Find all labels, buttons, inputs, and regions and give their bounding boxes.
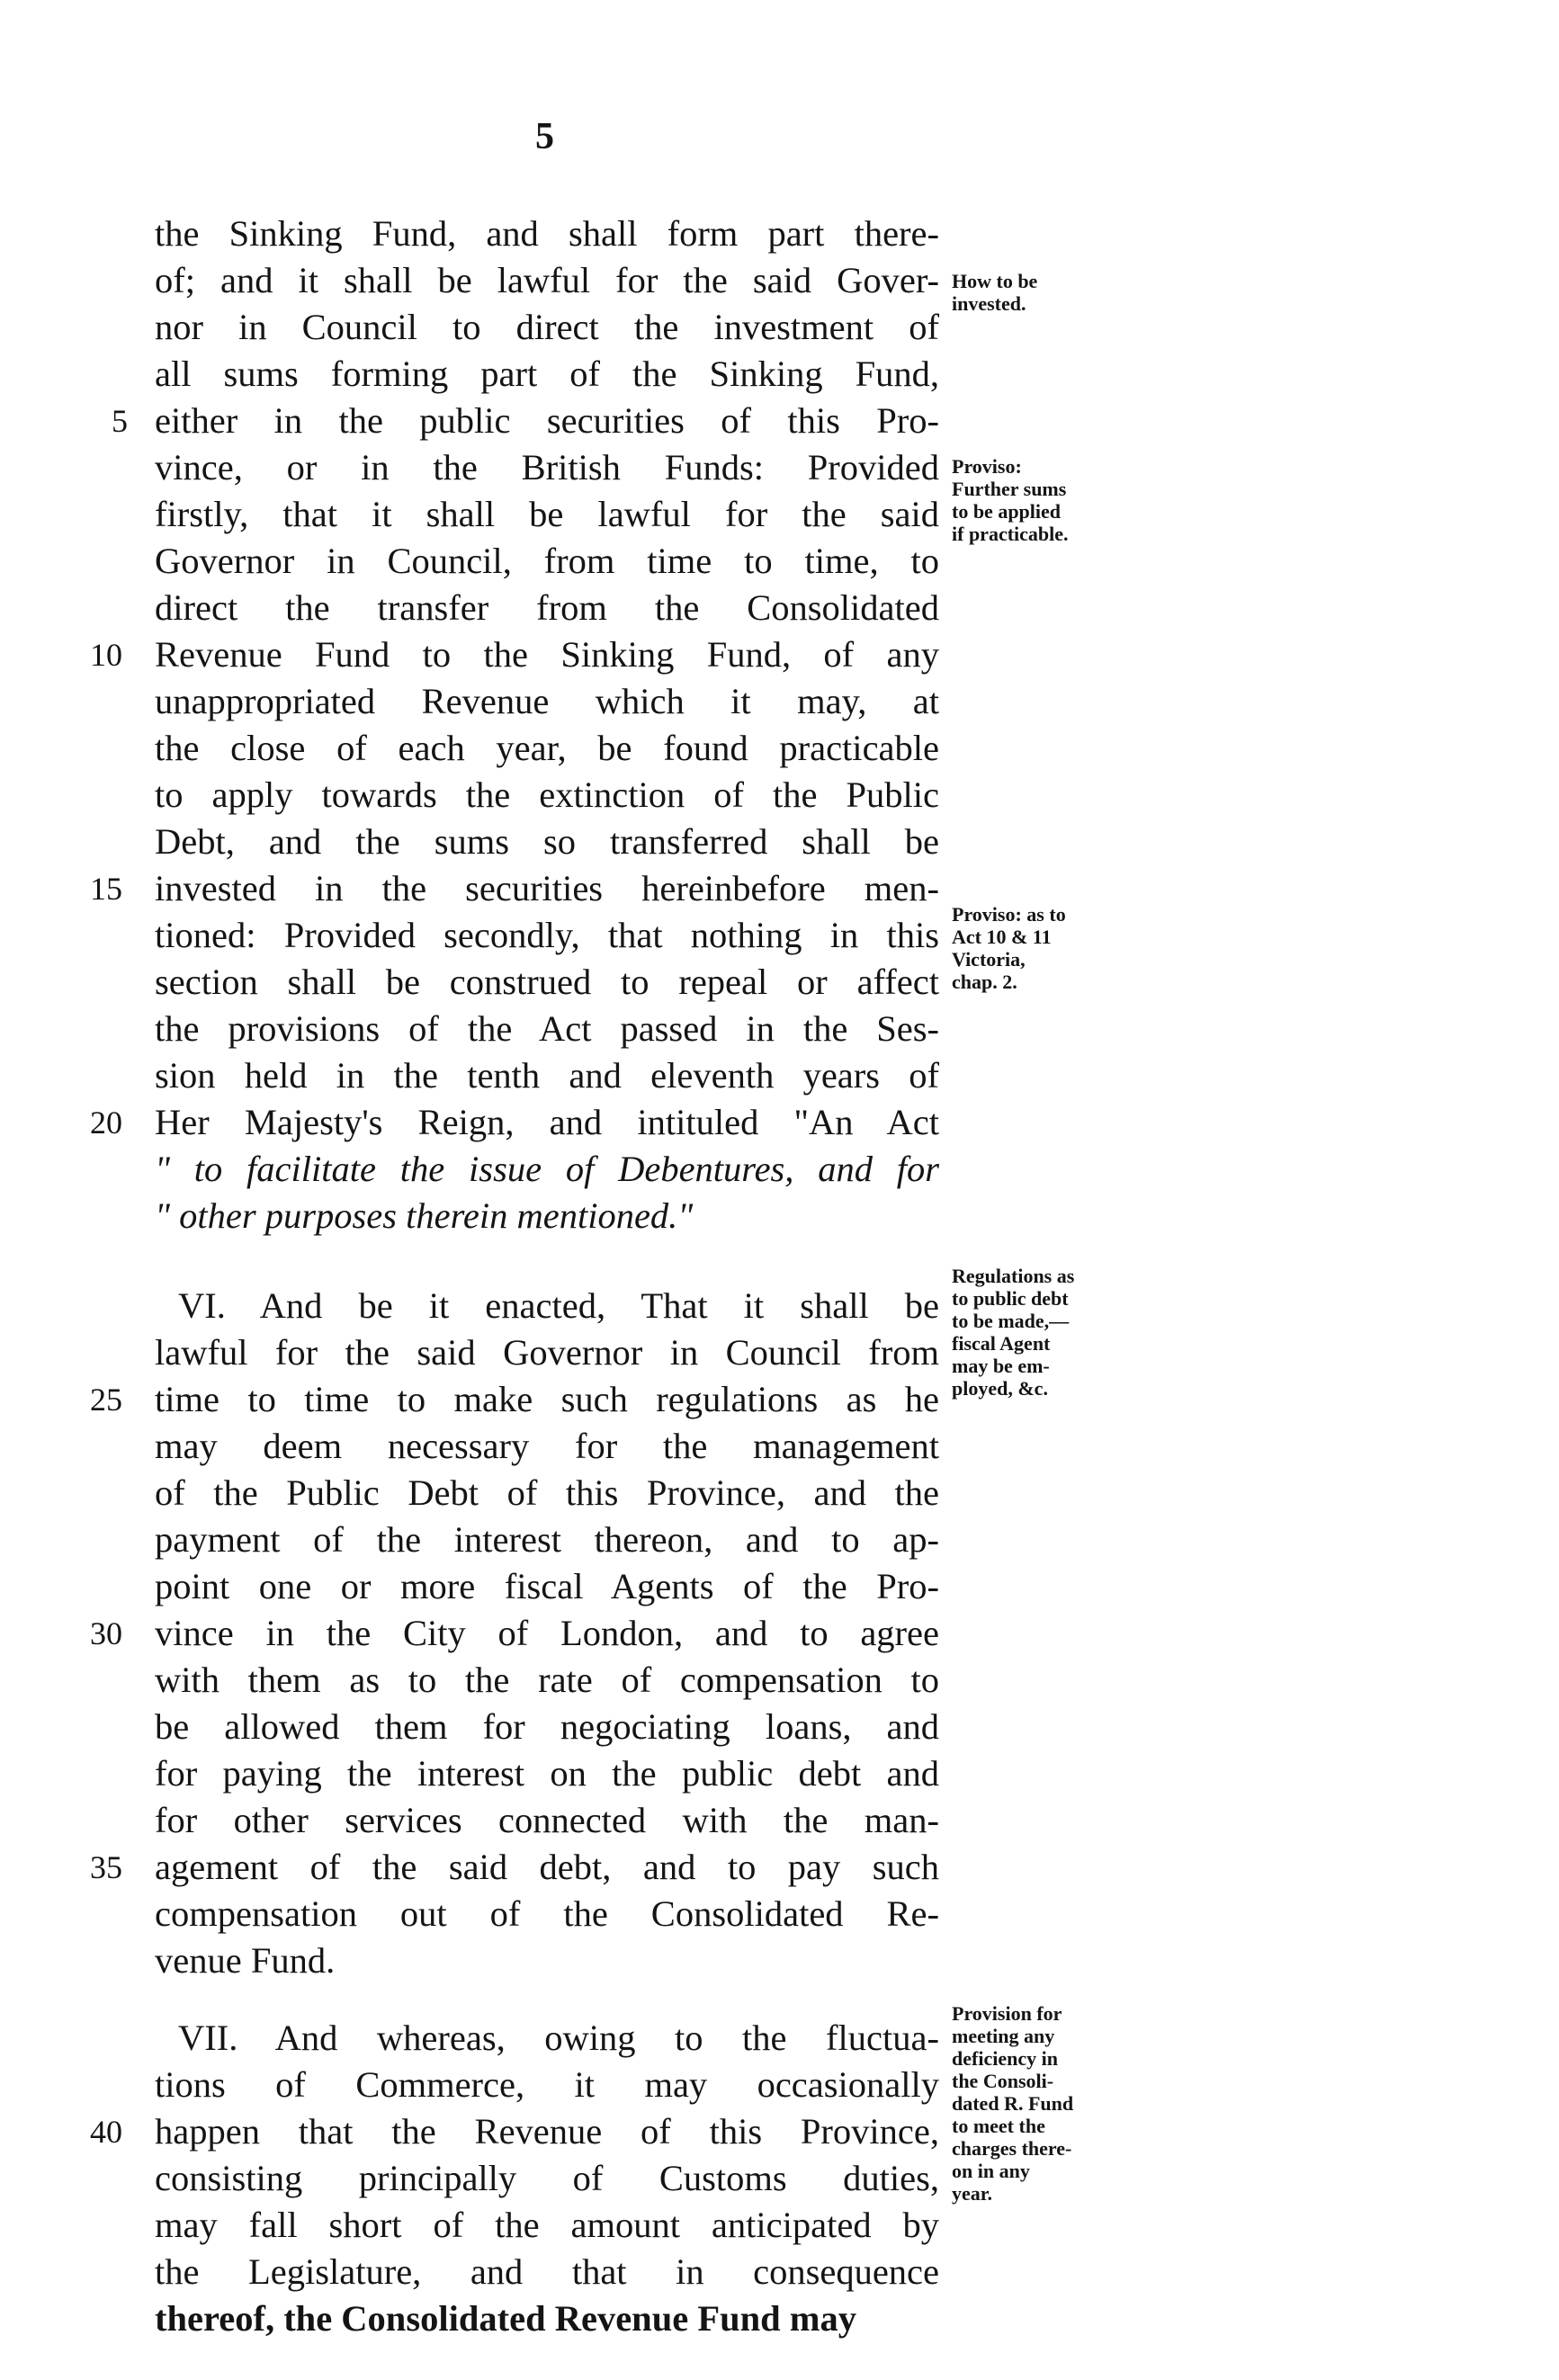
body-line: the Sinking Fund, and shall form part there- bbox=[155, 213, 939, 254]
body-line: agement of the said debt, and to pay such bbox=[155, 1847, 939, 1887]
margin-note-proviso-further: Proviso: Further sums to be applied if practicable. bbox=[952, 455, 1069, 545]
line-number: 40 bbox=[90, 2114, 122, 2150]
body-line: thereof, the Consolidated Revenue Fund may bbox=[155, 2298, 857, 2339]
body-line: nor in Council to direct the investment of bbox=[155, 307, 939, 347]
body-line: tioned: Provided secondly, that nothing in this bbox=[155, 915, 939, 955]
body-line: consisting principally of Customs duties, bbox=[155, 2158, 939, 2198]
body-line: for paying the interest on the public debt and bbox=[155, 1753, 939, 1794]
body-line: point one or more fiscal Agents of the Pro- bbox=[155, 1566, 939, 1606]
line-number: 30 bbox=[90, 1615, 122, 1651]
body-line: the close of each year, be found practicable bbox=[155, 728, 939, 768]
body-line-italic: " to facilitate the issue of Debentures, and for bbox=[155, 1149, 939, 1189]
body-line: invested in the securities hereinbefore men- bbox=[155, 868, 939, 908]
line-number: 5 bbox=[112, 403, 128, 439]
line-number: 25 bbox=[90, 1382, 122, 1418]
body-line: with them as to the rate of compensation to bbox=[155, 1660, 939, 1700]
page-number: 5 bbox=[535, 116, 554, 157]
body-line: vince in the City of London, and to agree bbox=[155, 1613, 939, 1653]
margin-note-how-invested: How to be invested. bbox=[952, 270, 1038, 315]
body-line: Debt, and the sums so transferred shall be bbox=[155, 821, 939, 862]
body-line: be allowed them for negociating loans, and bbox=[155, 1706, 939, 1747]
body-line: the Legislature, and that in consequence bbox=[155, 2251, 939, 2292]
body-line: direct the transfer from the Consolidated bbox=[155, 587, 939, 628]
body-line: tions of Commerce, it may occasionally bbox=[155, 2064, 939, 2105]
body-line: Her Majesty's Reign, and intituled "An Act bbox=[155, 1102, 939, 1142]
line-number: 35 bbox=[90, 1849, 122, 1885]
body-line: unappropriated Revenue which it may, at bbox=[155, 681, 939, 721]
body-line: lawful for the said Governor in Council from bbox=[155, 1332, 939, 1373]
body-line: for other services connected with the man- bbox=[155, 1800, 939, 1840]
line-number: 15 bbox=[90, 871, 122, 907]
body-line: section shall be construed to repeal or affect bbox=[155, 962, 939, 1002]
body-line: compensation out of the Consolidated Re- bbox=[155, 1893, 939, 1934]
line-number: 20 bbox=[90, 1105, 122, 1141]
body-line-italic: " other purposes therein mentioned." bbox=[155, 1195, 694, 1236]
margin-note-proviso-act: Proviso: as to Act 10 & 11 Victoria, chap. 2. bbox=[952, 903, 1066, 993]
body-line: of; and it shall be lawful for the said Gover- bbox=[155, 260, 939, 300]
margin-note-regulations: Regulations as to public debt to be made,— fiscal Agent may be em- ployed, &c. bbox=[952, 1265, 1075, 1400]
body-line: of the Public Debt of this Province, and the bbox=[155, 1472, 939, 1513]
body-line: vince, or in the British Funds: Provided bbox=[155, 447, 939, 488]
body-line: may fall short of the amount anticipated by bbox=[155, 2205, 939, 2245]
margin-note-provision-deficiency: Provision for meeting any deficiency in the Consoli- dated R. Fund to meet the charges there- on in any year. bbox=[952, 2002, 1074, 2205]
body-line: happen that the Revenue of this Province, bbox=[155, 2111, 939, 2152]
body-line: time to time to make such regulations as he bbox=[155, 1379, 939, 1419]
body-line: all sums forming part of the Sinking Fund, bbox=[155, 353, 939, 394]
body-line: VII. And whereas, owing to the fluctua- bbox=[178, 2018, 939, 2058]
body-line: firstly, that it shall be lawful for the said bbox=[155, 494, 939, 534]
body-line: sion held in the tenth and eleventh years of bbox=[155, 1055, 939, 1096]
body-line: may deem necessary for the management bbox=[155, 1426, 939, 1466]
line-number: 10 bbox=[90, 637, 122, 673]
body-line: VI. And be it enacted, That it shall be bbox=[178, 1285, 939, 1326]
body-line: either in the public securities of this Pro- bbox=[155, 400, 939, 441]
body-line: venue Fund. bbox=[155, 1940, 336, 1981]
body-line: Governor in Council, from time to time, to bbox=[155, 541, 939, 581]
body-line: to apply towards the extinction of the Public bbox=[155, 774, 939, 815]
body-line: payment of the interest thereon, and to ap- bbox=[155, 1519, 939, 1560]
body-line: Revenue Fund to the Sinking Fund, of any bbox=[155, 634, 939, 675]
body-line: the provisions of the Act passed in the Ses- bbox=[155, 1008, 939, 1049]
